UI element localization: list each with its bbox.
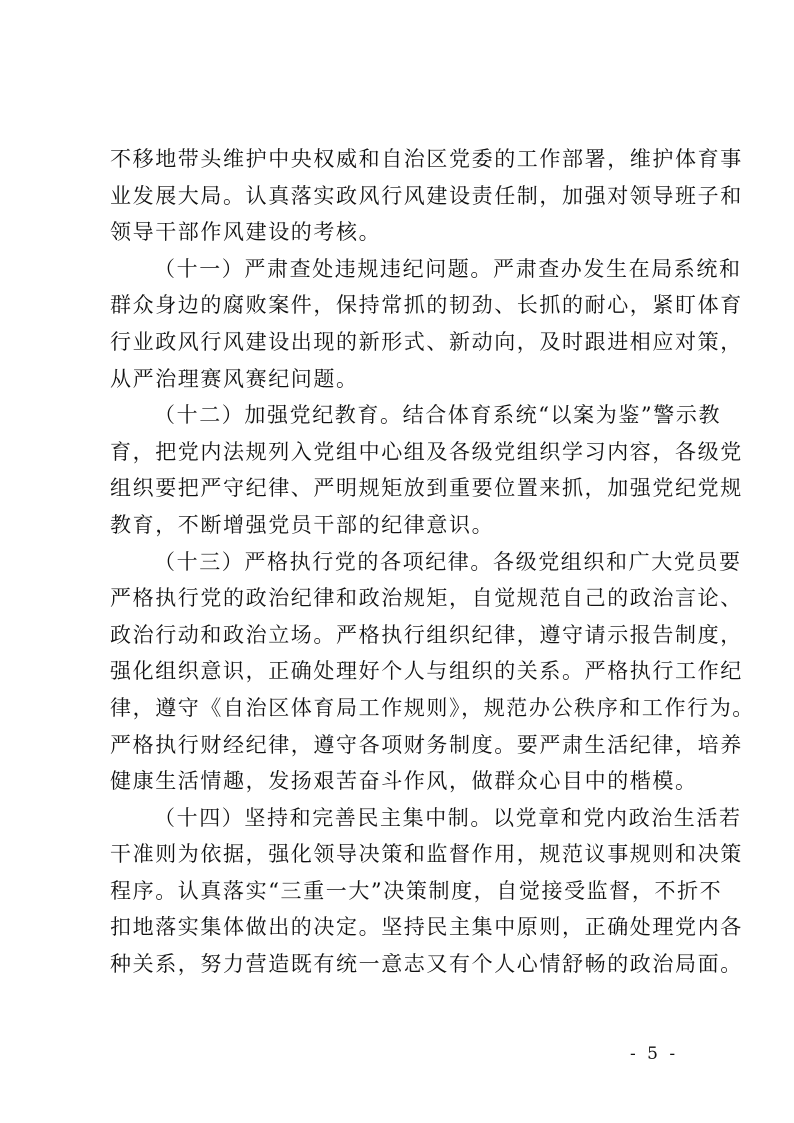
text-line: 群众身边的腐败案件，保持常抓的韧劲、长抓的耐心，紧盯体育: [110, 293, 743, 318]
body-text: [110, 141, 755, 983]
text-line: 行业政风行风建设出现的新形式、新动向，及时跟进相应对策，: [110, 329, 743, 354]
paragraph-heading-line: （十二）加强党纪教育。结合体育系统“以案为鉴”警示教: [154, 403, 722, 428]
text-line: 政治行动和政治立场。严格执行组织纪律，遵守请示报告制度，: [110, 622, 743, 647]
paragraph-heading-line: （十四）坚持和完善民主集中制。以党章和党内政治生活若: [154, 805, 742, 830]
text-line: 程序。认真落实“三重一大”决策制度，自觉接受监督，不折不: [110, 878, 723, 903]
text-line: 严格执行财经纪律，遵守各项财务制度。要严肃生活纪律，培养: [110, 732, 743, 757]
text-line: 健康生活情趣，发扬艰苦奋斗作风，做群众心目中的楷模。: [110, 769, 698, 794]
text-line: 育，把党内法规列入党组中心组及各级党组织学习内容，各级党: [110, 439, 743, 464]
text-line: 干准则为依据，强化领导决策和监督作用，规范议事规则和决策: [110, 842, 743, 867]
paragraph-heading-line: （十三）严格执行党的各项纪律。各级党组织和广大党员要: [154, 549, 742, 574]
text-line: 业发展大局。认真落实政风行风建设责任制，加强对领导班子和: [110, 183, 743, 208]
text-line: 不移地带头维护中央权威和自治区党委的工作部署，维护体育事: [110, 147, 743, 171]
text-line: 律，遵守《自治区体育局工作规则》，规范办公秩序和工作行为。: [110, 695, 755, 720]
text-line: 扣地落实集体做出的决定。坚持民主集中原则，正确处理党内各: [110, 915, 743, 940]
text-line: 组织要把严守纪律、严明规矩放到重要位置来抓，加强党纪党规: [110, 476, 743, 501]
text-line: 领导干部作风建设的考核。: [110, 220, 382, 245]
paragraph-heading-line: （十一）严肃查处违规违纪问题。严肃查办发生在局系统和: [154, 256, 742, 281]
text-line: 从严治理赛风赛纪问题。: [110, 366, 359, 391]
text-line: 严格执行党的政治纪律和政治规矩，自觉规范自己的政治言论、: [110, 586, 743, 611]
text-line: 种关系，努力营造既有统一意志又有个人心情舒畅的政治局面。: [110, 952, 743, 977]
text-line: 教育，不断增强党员干部的纪律意识。: [110, 512, 495, 537]
text-line: 强化组织意识，正确处理好个人与组织的关系。严格执行工作纪: [110, 659, 743, 684]
page-number: - 5 -: [630, 1044, 679, 1064]
